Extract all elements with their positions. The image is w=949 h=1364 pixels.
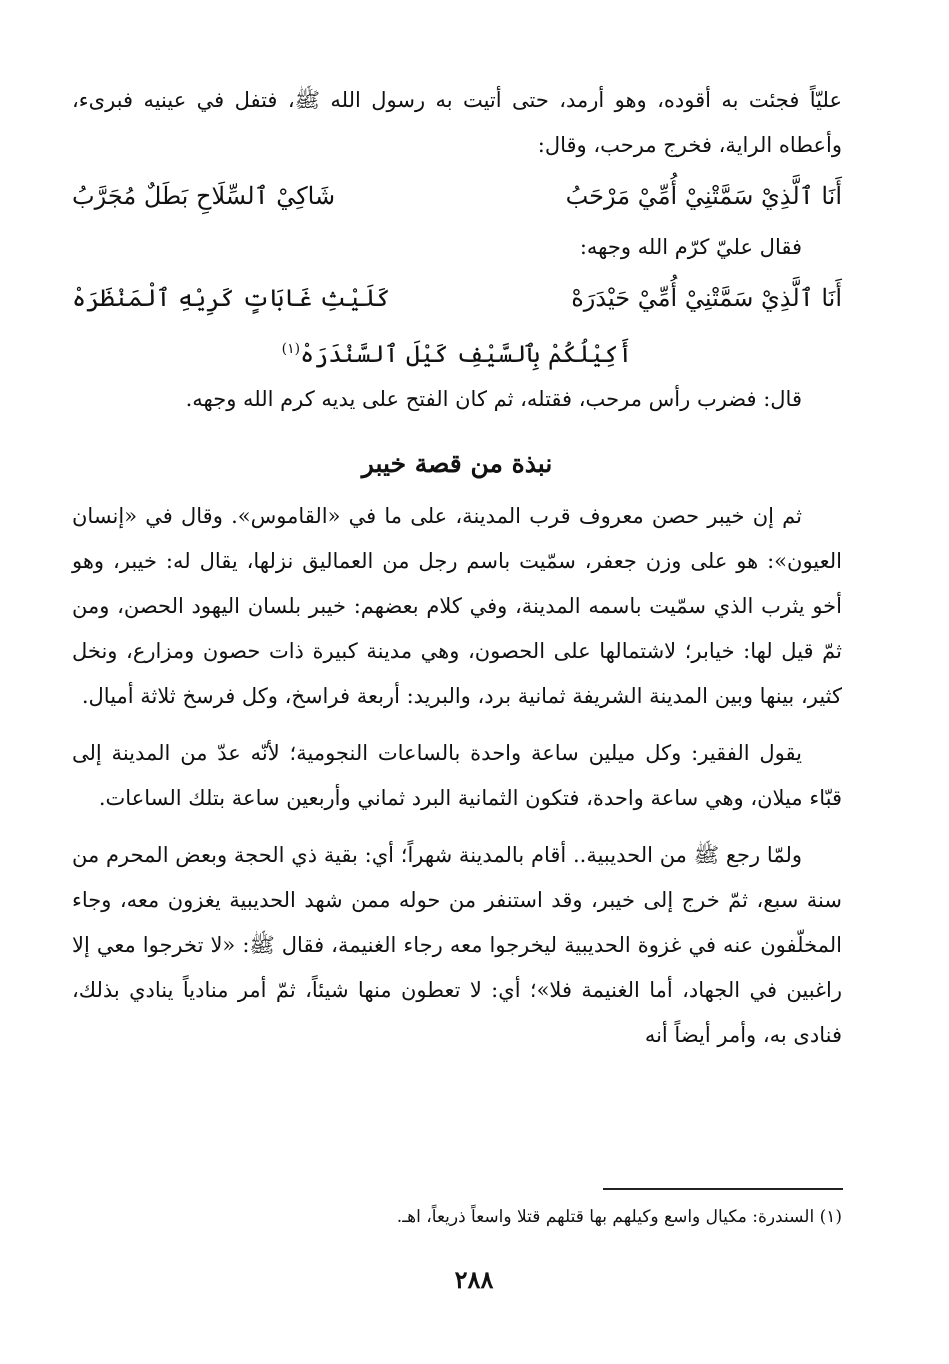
verse-line-3 [72, 326, 842, 377]
paragraph-4: يقول الفقير: وكل ميلين ساعة واحدة بالساعات النجومية؛ لأنّه عدّ من المدينة إلى قبّاء ميلان، وهي ساعة واحدة، فتكون الثمانية البرد ثماني وأربعين ساعة بتلك الساعات. [72, 741, 842, 810]
page-number: ٢٨٨ [454, 1265, 494, 1294]
verse-1-hemistich-right: أَنَا ٱلَّذِيْ سَمَّتْنِيْ أُمِّيْ مَرْحَبُ [565, 182, 842, 210]
section-heading: نبذة من قصة خيبر [361, 449, 553, 478]
verse-2-hemistich-left: كَلَيْثِ غَابَاتٍ كَرِيْهِ ٱلْمَنْظَرَهْ [72, 284, 391, 312]
verse-line-1 [72, 170, 842, 222]
footnote-marker: (١) [281, 341, 301, 357]
page-body [72, 78, 842, 1058]
verse-intro: فقال عليّ كرّم الله وجهه: [579, 235, 802, 259]
verse-3-text: أَكِيْلُكُمْ بِٱلسَّيْفِ كَيْلَ ٱلسَّنْدَرَهْ [300, 340, 633, 368]
footnote-divider [603, 1188, 843, 1190]
verse-1-hemistich-left: شَاكِيْ ٱلسِّلَاحِ بَطَلٌ مُجَرَّبُ [72, 182, 336, 210]
paragraph-5: ولمّا رجع ﷺ من الحديبية.. أقام بالمدينة شهراً؛ أي: بقية ذي الحجة وبعض المحرم من سنة سبع، ثمّ خرج إلى خيبر، وقد استنفر من حوله ممن شهد الحديبية يغزون معه، وجاء المخلّفون عنه في غزوة الحديبية ليخرجوا معه رجاء الغنيمة، فقال ﷺ: «لا تخرجوا معي إلا راغبين في الجهاد، أما الغنيمة فلا»؛ أي: لا تعطون منها شيئاً، ثمّ أمر منادياً ينادي بذلك، فنادى به، وأمر أيضاً أنه [72, 843, 842, 1047]
verse-line-2 [72, 272, 842, 324]
paragraph-2: قال: فضرب رأس مرحب، فقتله، ثم كان الفتح على يديه كرم الله وجهه. [185, 387, 802, 411]
paragraph-1: عليّاً فجئت به أقوده، وهو أرمد، حتى أتيت به رسول الله ﷺ، فتفل في عينيه فبرىء، وأعطاه الراية، فخرج مرحب، وقال: [72, 88, 842, 157]
verse-2-hemistich-right: أَنَا ٱلَّذِيْ سَمَّتْنِيْ أُمِّيْ حَيْدَرَهْ [571, 284, 842, 312]
footnote: (١) السندرة: مكيال واسع وكيلهم بها قتلهم قتلا واسعاً ذريعاً، اهـ. [396, 1207, 842, 1227]
paragraph-3: ثم إن خيبر حصن معروف قرب المدينة، على ما في «القاموس». وقال في «إنسان العيون»: هو على وزن جعفر، سمّيت باسم رجل من العماليق نزلها، يقال له: خيبر، وهو أخو يثرب الذي سمّيت باسمه المدينة، وفي كلام بعضهم: خيبر بلسان اليهود الحصن، ومن ثمّ قيل لها: خيابر؛ لاشتمالها على الحصون، وهي مدينة كبيرة ذات حصون ومزارع، ونخل كثير، بينها وبين المدينة الشريفة ثمانية برد، والبريد: أربعة فراسخ، وكل فرسخ ثلاثة أميال. [72, 504, 842, 708]
